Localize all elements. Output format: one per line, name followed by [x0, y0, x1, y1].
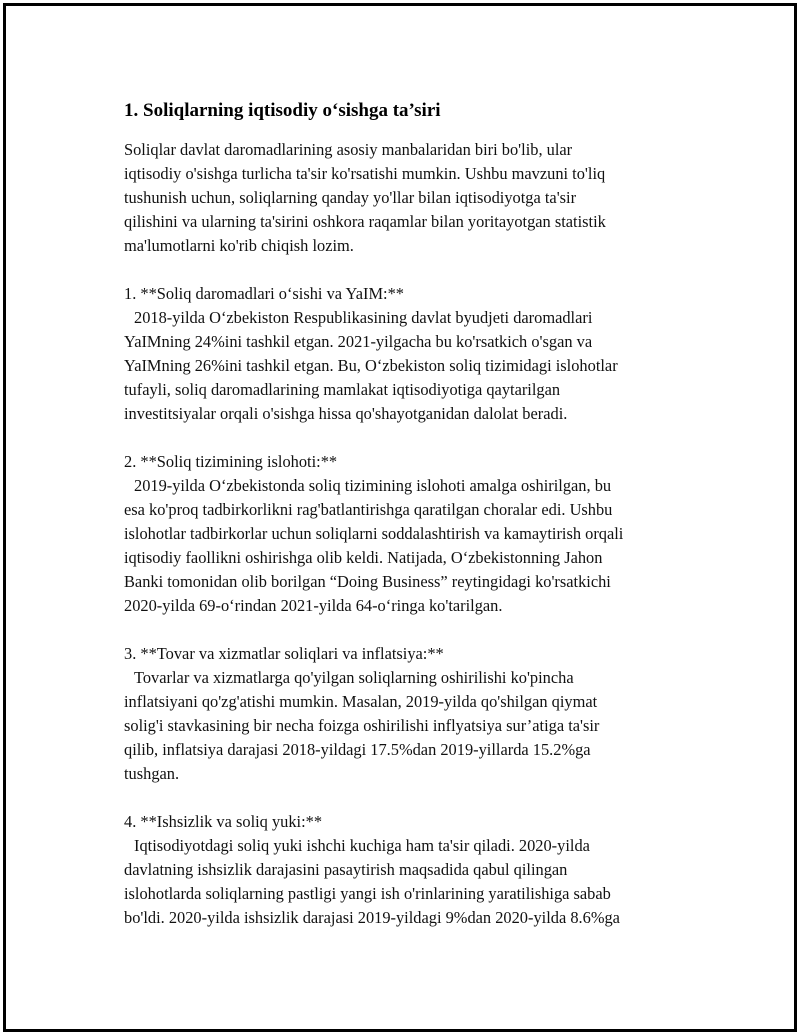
section-heading: 3. **Tovar va xizmatlar soliqlari va inflatsiya:** [124, 644, 444, 663]
section-heading: 1. **Soliq daromadlari o‘sishi va YaIM:** [124, 284, 404, 303]
section-heading: 2. **Soliq tizimining islohoti:** [124, 452, 338, 471]
section-2 [124, 450, 691, 618]
section-body: Iqtisodiyotdagi soliq yuki ishchi kuchiga ham ta'sir qiladi. 2020-yilda davlatning ishsizlik darajasini pasaytirish maqsadida qabul qilingan islohotlarda soliqlarning pastligi yangi ish o'rinlarining yaratilishiga sabab bo'ldi. 2020-yilda ishsizlik darajasi 2019-yildagi 9%dan 2020-yilda 8.6%ga [124, 836, 620, 927]
page-frame [3, 3, 797, 1032]
section-3 [124, 642, 691, 786]
section-4 [124, 810, 691, 930]
section-1 [124, 282, 691, 426]
intro-paragraph: Soliqlar davlat daromadlarining asosiy manbalaridan biri bo'lib, ular iqtisodiy o'sishga turlicha ta'sir ko'rsatishi mumkin. Ushbu mavzuni to'liq tushunish uchun, soliqlarning qanday yo'llar bilan iqtisodiyotga ta'sir qilishini va ularning ta'sirini oshkora raqamlar bilan yoritayotgan statistik ma'lumotlarni ko'rib chiqish lozim. [124, 140, 606, 255]
document-content [121, 98, 691, 954]
document-title: 1. Soliqlarning iqtisodiy o‘sishga ta’siri [124, 100, 441, 121]
section-body: 2018-yilda O‘zbekiston Respublikasining davlat byudjeti daromadlari YaIMning 24%ini tashkil etgan. 2021-yilgacha bu ko'rsatkich o'sgan va YaIMning 26%ini tashkil etgan. Bu, O‘zbekiston soliq tizimidagi islohotlar tufayli, soliq daromadlarining mamlakat iqtisodiyotiga qaytarilgan investitsiyalar orqali o'sishga hissa qo'shayotganidan dalolat beradi. [124, 308, 618, 423]
section-body: Tovarlar va xizmatlarga qo'yilgan soliqlarning oshirilishi ko'pincha inflatsiyani qo'zg'atishi mumkin. Masalan, 2019-yilda qo'shilgan qiymat solig'i stavkasining bir necha foizga oshirilishi inflyatsiya sur’atiga ta'sir qilib, inflatsiya darajasi 2018-yildagi 17.5%dan 2019-yillarda 15.2%ga tushgan. [124, 668, 600, 783]
section-heading: 4. **Ishsizlik va soliq yuki:** [124, 812, 323, 831]
section-body: 2019-yilda O‘zbekistonda soliq tizimining islohoti amalga oshirilgan, bu esa ko'proq tadbirkorlikni rag'batlantirishga qaratilgan choralar edi. Ushbu islohotlar tadbirkorlar uchun soliqlarni soddalashtirish va kamaytirish orqali iqtisodiy faollikni oshirishga olib keldi. Natijada, O‘zbekistonning Jahon Banki tomonidan olib borilgan “Doing Business” reytingidagi ko'rsatkichi 2020-yilda 69-o‘rindan 2021-yilda 64-o‘ringa ko'tarilgan. [124, 476, 624, 615]
